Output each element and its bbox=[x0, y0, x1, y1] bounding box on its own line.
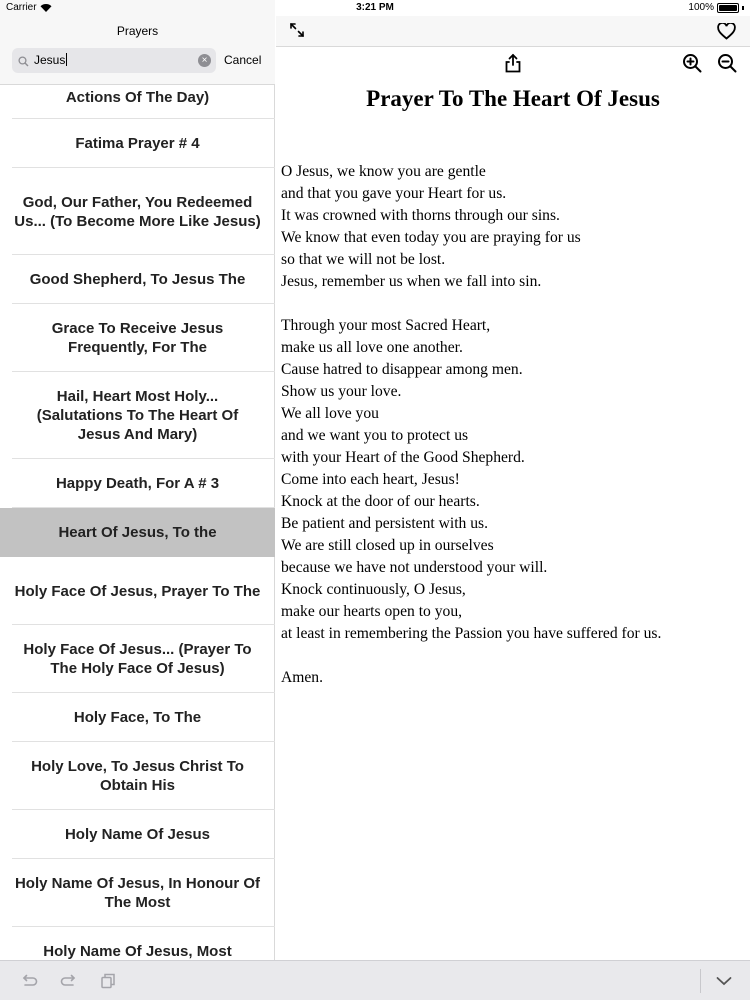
prayer-line: make our hearts open to you, bbox=[281, 603, 463, 620]
heart-icon[interactable] bbox=[715, 20, 737, 42]
prayer-title: Prayer To The Heart Of Jesus bbox=[366, 86, 660, 111]
prayer-line: Jesus, remember us when we fall into sin. bbox=[281, 273, 542, 290]
prayer-line: We all love you bbox=[281, 405, 379, 422]
prayer-line: at least in remembering the Passion you have suffered for us. bbox=[281, 625, 662, 642]
expand-icon[interactable] bbox=[287, 20, 307, 40]
text-cursor bbox=[66, 53, 67, 66]
prayer-list[interactable] bbox=[0, 85, 275, 960]
toolbar-divider bbox=[700, 969, 701, 993]
list-item[interactable]: Holy Name Of Jesus, Most bbox=[0, 927, 275, 960]
stanza-break bbox=[281, 293, 743, 315]
prayer-line: Amen. bbox=[281, 669, 324, 686]
list-item[interactable]: Holy Love, To Jesus Christ To Obtain His bbox=[0, 742, 275, 810]
share-icon[interactable] bbox=[502, 52, 524, 74]
prayer-line: Knock at the door of our hearts. bbox=[281, 493, 480, 510]
prayer-line: Knock continuously, O Jesus, bbox=[281, 581, 466, 598]
chevron-down-icon[interactable] bbox=[712, 971, 736, 991]
search-input[interactable]: Jesus bbox=[34, 53, 66, 67]
zoom-in-icon[interactable] bbox=[681, 52, 703, 74]
zoom-out-icon[interactable] bbox=[716, 52, 738, 74]
prayer-line: Show us your love. bbox=[281, 383, 402, 400]
prayer-line: Be patient and persistent with us. bbox=[281, 515, 489, 532]
sidebar-title: Prayers bbox=[116, 24, 159, 38]
redo-icon[interactable] bbox=[58, 971, 80, 991]
list-item[interactable]: Fatima Prayer # 4 bbox=[0, 119, 275, 168]
list-item[interactable]: Hail, Heart Most Holy... (Salutations To The Heart Of Jesus And Mary) bbox=[0, 372, 275, 459]
prayer-line: and that you gave your Heart for us. bbox=[281, 185, 507, 202]
status-time: 3:21 PM bbox=[356, 2, 394, 13]
prayer-line: It was crowned with thorns through our sins. bbox=[281, 207, 560, 224]
cancel-button[interactable]: Cancel bbox=[224, 53, 262, 67]
prayer-line: Come into each heart, Jesus! bbox=[281, 471, 460, 488]
prayer-line: We know that even today you are praying for us bbox=[281, 229, 581, 246]
search-field[interactable] bbox=[12, 48, 216, 73]
carrier-label: Carrier bbox=[6, 2, 37, 13]
list-item[interactable]: God, Our Father, You Redeemed Us... (To Become More Like Jesus) bbox=[0, 168, 275, 255]
list-item[interactable]: Happy Death, For A # 3 bbox=[0, 459, 275, 508]
stanza-break bbox=[281, 645, 743, 667]
status-bar bbox=[0, 0, 750, 16]
prayer-line: because we have not understood your will. bbox=[281, 559, 548, 576]
list-item[interactable]: Grace To Receive Jesus Frequently, For The bbox=[0, 304, 275, 372]
clear-search-icon[interactable]: × bbox=[198, 54, 211, 67]
list-item-selected[interactable]: Heart Of Jesus, To the bbox=[0, 508, 275, 557]
clipboard-icon[interactable] bbox=[97, 971, 119, 991]
prayer-line: Through your most Sacred Heart, bbox=[281, 317, 491, 334]
detail-toolbar bbox=[276, 16, 750, 47]
prayer-line: make us all love one another. bbox=[281, 339, 463, 356]
prayer-line: with your Heart of the Good Shepherd. bbox=[281, 449, 525, 466]
battery-percent: 100% bbox=[688, 2, 714, 13]
battery-cap bbox=[742, 6, 744, 10]
prayer-line: and we want you to protect us bbox=[281, 427, 469, 444]
sidebar bbox=[0, 0, 275, 960]
prayer-line: O Jesus, we know you are gentle bbox=[281, 163, 486, 180]
list-item[interactable]: Actions Of The Day) bbox=[0, 85, 275, 119]
list-item[interactable]: Good Shepherd, To Jesus The bbox=[0, 255, 275, 304]
search-icon bbox=[18, 54, 29, 72]
list-item[interactable]: Holy Name Of Jesus, In Honour Of The Most bbox=[0, 859, 275, 927]
bottom-toolbar bbox=[0, 960, 750, 1000]
battery-icon bbox=[717, 3, 739, 13]
prayer-line: We are still closed up in ourselves bbox=[281, 537, 494, 554]
list-item[interactable]: Holy Face Of Jesus... (Prayer To The Holy Face Of Jesus) bbox=[0, 625, 275, 693]
prayer-line: Cause hatred to disappear among men. bbox=[281, 361, 523, 378]
prayer-body bbox=[281, 161, 743, 689]
list-item[interactable]: Holy Face Of Jesus, Prayer To The bbox=[0, 557, 275, 625]
list-item[interactable]: Holy Face, To The bbox=[0, 693, 275, 742]
list-item[interactable]: Holy Name Of Jesus bbox=[0, 810, 275, 859]
undo-icon[interactable] bbox=[18, 971, 40, 991]
prayer-line: so that we will not be lost. bbox=[281, 251, 446, 268]
